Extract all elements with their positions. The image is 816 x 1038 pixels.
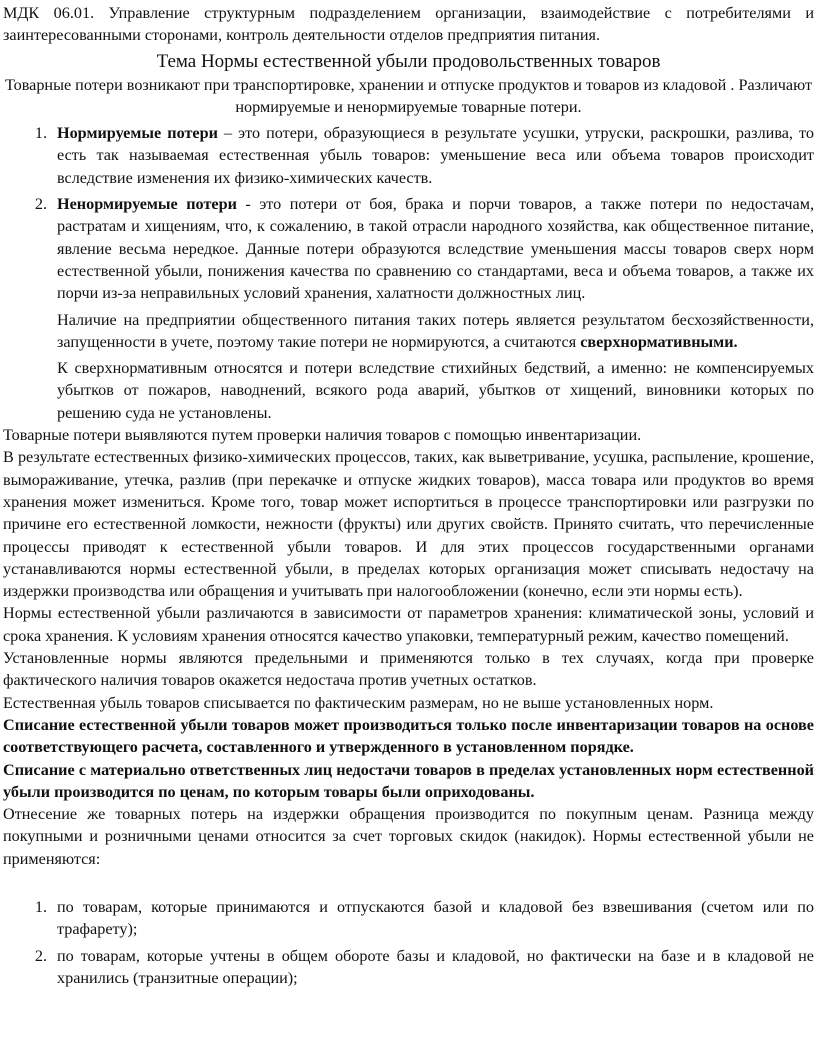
term-definition: - это потери от боя, брака и порчи товаров, а также потери по недостачам, растратам и хищениям, что, к сожалению, в такой отрасли народного хозяйства, как общественное питание, явление весьма нередкое. Данные потери образуются вследствие уменьшения массы товаров сверх норм естественной убыли, понижения качества по сравнению со стандартами, веса и объема товаров, а также их порчи из-за неправильных условий хранения, халатности должностных лиц. xyxy=(57,195,815,303)
body-paragraph: В результате естественных физико-химических процессов, таких, как выветривание, усушка, распыление, крошение, вымораживание, утечка, разлив (при перекачке и отпуске жидких товаров), масса товара или продуктов во время хранения может измениться. Кроме того, товар может испортиться в процессе транспортировки или разгрузки по причине его естественной ломкости, нежности (фрукты) или других свойств. Принято считать, что перечисленные процессы приводят к естественной убыли товаров. И для этих процессов государственными органами устанавливаются нормы естественной убыли, в пределах которых организация может списывать недостачу на издержки производства или обращения и учитывать при налогообложении (конечно, если эти нормы есть). xyxy=(3,448,814,601)
blank-line xyxy=(3,870,814,892)
list-item xyxy=(3,193,814,304)
sub-paragraph: К сверхнормативным относятся и потери вследствие стихийных бедствий, а именно: не компенсируемых убытков от пожаров, наводнений, всякого рода аварий, убытков от хищений, виновники которых по решению суда не установлены. xyxy=(57,359,814,422)
list-item xyxy=(3,896,814,941)
topic-title: Тема Нормы естественной убыли продовольственных товаров xyxy=(156,50,661,72)
list-item xyxy=(3,122,814,189)
list-item-body xyxy=(57,193,814,304)
list-item-body: по товарам, которые учтены в общем обороте базы и кладовой, но фактически на базе и в кладовой не хранились (транзитные операции); xyxy=(57,946,814,987)
sub-paragraph xyxy=(57,309,814,354)
list-number: 1. xyxy=(34,124,47,143)
bold-term: сверхнормативными. xyxy=(580,332,738,351)
term-definition: – это потери, образующиеся в результате усушки, утруски, раскрошки, разлива, то есть так называемая естественная убыль товаров: уменьшение веса или объема товаров происходит вследствие изменения их физико-химических качеств. xyxy=(57,124,814,187)
term-non-normalized-losses: Ненормируемые потери xyxy=(57,195,237,214)
closing-paragraph: Отнесение же товарных потерь на издержки обращения производится по покупным ценам. Разница между покупными и розничными ценами относится за счет торговых скидок (накидок). Нормы естественной убыли не применяются: xyxy=(3,805,814,868)
course-header: МДК 06.01. Управление структурным подразделением организации, взаимодействие с потребителями и заинтересованными сторонами, контроль деятельности отделов предприятия питания. xyxy=(3,4,814,45)
body-paragraph: Нормы естественной убыли различаются в зависимости от параметров хранения: климатической зоны, условий и срока хранения. К условиям хранения относятся качество упаковки, температурный режим, качество помещений. xyxy=(3,604,814,645)
bold-paragraph: Списание с материально ответственных лиц недостачи товаров в пределах установленных норм естественной убыли производится по ценам, по которым товары были оприходованы. xyxy=(3,760,814,801)
bold-paragraph: Списание естественной убыли товаров может производиться только после инвентаризации товаров на основе соответствующего расчета, составленного и утвержденного в установленном порядке. xyxy=(3,715,814,757)
list-item-body: по товарам, которые принимаются и отпускаются базой и кладовой без взвешивания (счетом или по трафарету); xyxy=(57,897,814,939)
term-normalized-losses: Нормируемые потери xyxy=(57,124,218,143)
document-page xyxy=(0,2,816,1038)
list-item xyxy=(3,945,814,990)
intro-paragraph: Товарные потери возникают при транспортировке, хранении и отпуске продуктов и товаров из кладовой . Различают нормируемые и ненормируемые товарные потери. xyxy=(4,75,813,116)
body-paragraph: Установленные нормы являются предельными и применяются только в тех случаях, когда при проверке фактического наличия товаров окажется недостача против учетных остатков. xyxy=(3,649,814,690)
list-number: 2. xyxy=(34,195,47,214)
body-paragraph: Естественная убыль товаров списывается по фактическим размерам, но не выше установленных норм. xyxy=(3,693,714,712)
list-item-body xyxy=(57,122,814,189)
list-number: 2. xyxy=(34,946,47,965)
list-number: 1. xyxy=(34,897,47,916)
sub-paragraph-text: Наличие на предприятии общественного питания таких потерь является результатом бесхозяйственности, запущенности в учете, поэтому такие потери не нормируются, а считаются xyxy=(57,310,814,351)
body-paragraph: Товарные потери выявляются путем проверки наличия товаров с помощью инвентаризации. xyxy=(3,426,642,445)
